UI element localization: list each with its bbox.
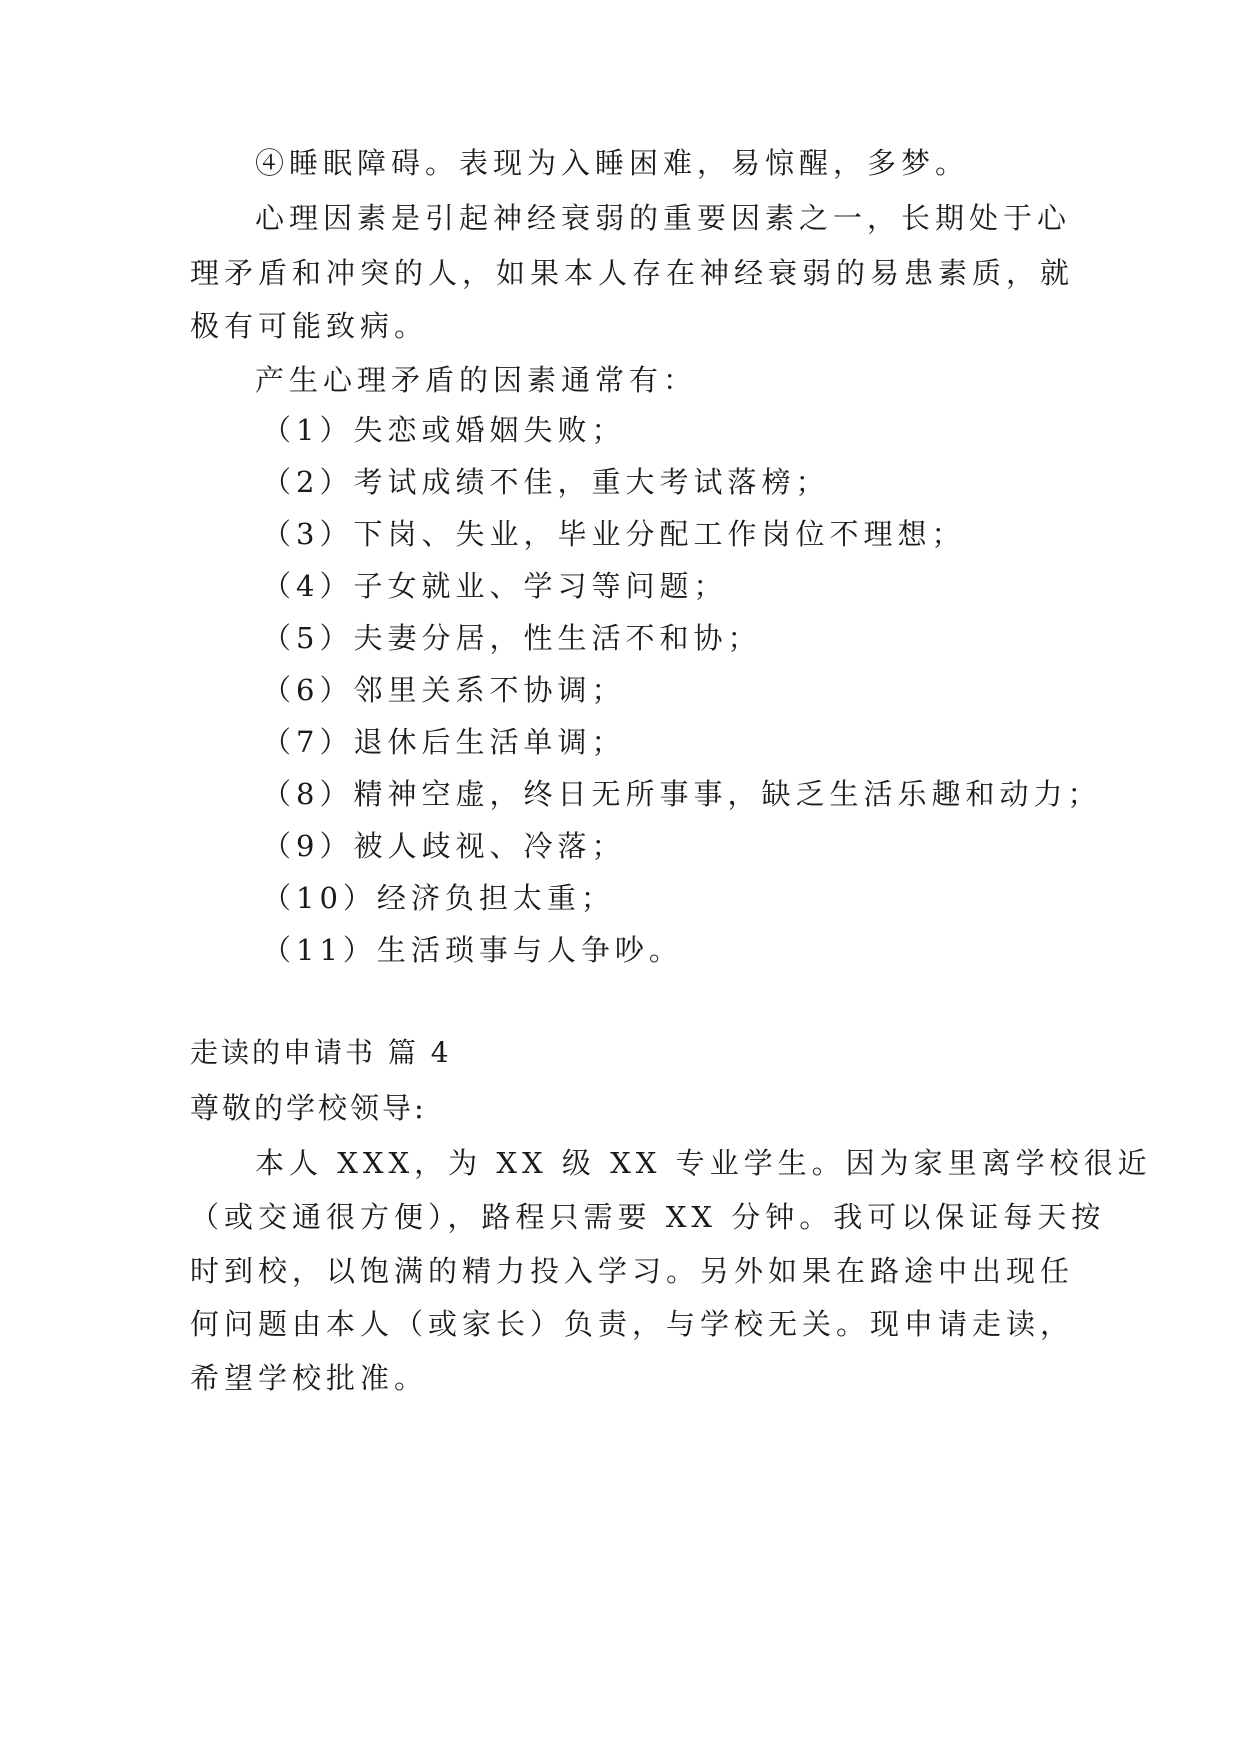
factor-item: （7）退休后生活单调；: [262, 725, 626, 759]
factor-item: （1）失恋或婚姻失败；: [262, 413, 626, 447]
application-body-line: （或交通很方便），路程只需要 XX 分钟。我可以保证每天按: [190, 1200, 1106, 1234]
factor-item: （9）被人歧视、冷落；: [262, 829, 626, 863]
paragraph-line: 心理因素是引起神经衰弱的重要因素之一，长期处于心: [255, 201, 1072, 235]
application-body-line: 希望学校批准。: [190, 1361, 429, 1395]
factor-item: （5）夫妻分居，性生活不和协；: [262, 621, 762, 655]
factor-item: （8）精神空虚，终日无所事事，缺乏生活乐趣和动力；: [262, 777, 1102, 811]
factor-item: （4）子女就业、学习等问题；: [262, 569, 728, 603]
application-body-line: 何问题由本人（或家长）负责，与学校无关。现申请走读，: [190, 1307, 1075, 1341]
paragraph-line: 极有可能致病。: [190, 309, 429, 343]
factor-item: （3）下岗、失业，毕业分配工作岗位不理想；: [262, 517, 966, 551]
factor-item: （6）邻里关系不协调；: [262, 673, 626, 707]
factor-item: （10）经济负担太重；: [262, 881, 615, 915]
salutation: 尊敬的学校领导:: [190, 1091, 427, 1125]
application-body-line: 本人 XXX，为 XX 级 XX 专业学生。因为家里离学校很近: [255, 1146, 1152, 1180]
factor-item: （11）生活琐事与人争吵。: [262, 933, 683, 967]
factor-item: （2）考试成绩不佳，重大考试落榜；: [262, 465, 830, 499]
symptom-4-line: ④睡眠障碍。表现为入睡困难，易惊醒，多梦。: [255, 146, 970, 180]
factors-intro: 产生心理矛盾的因素通常有：: [255, 363, 698, 397]
application-body-line: 时到校，以饱满的精力投入学习。另外如果在路途中出现任: [190, 1254, 1075, 1288]
section-title: 走读的申请书 篇 4: [190, 1036, 452, 1069]
paragraph-line: 理矛盾和冲突的人，如果本人存在神经衰弱的易患素质，就: [190, 256, 1075, 290]
